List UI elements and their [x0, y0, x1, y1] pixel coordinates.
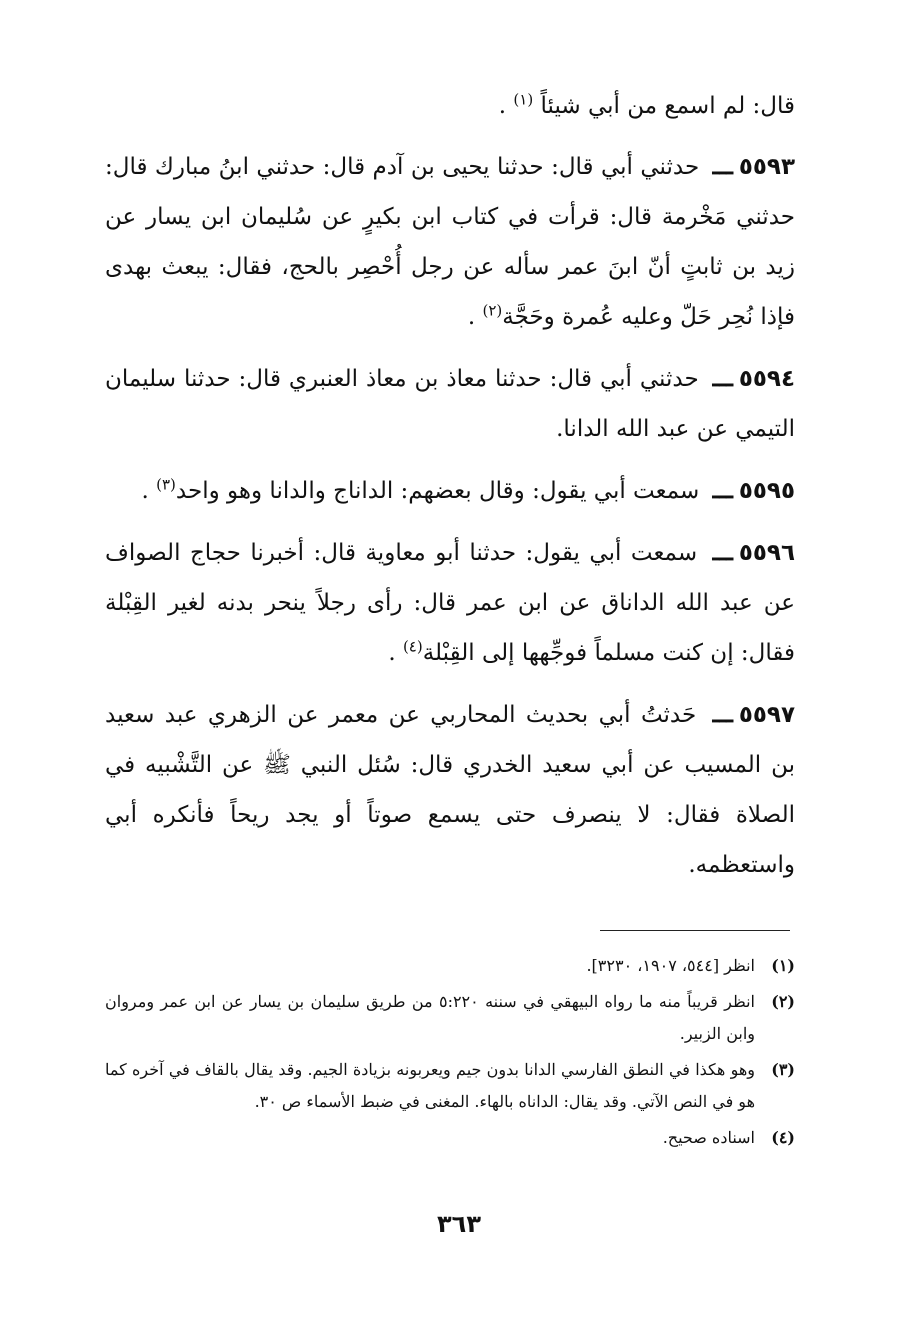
footnote-mark: (١)	[771, 956, 795, 975]
continuation-text: قال: لم اسمع من أبي شيئاً	[540, 93, 795, 119]
footnote-ref: (٢)	[482, 301, 503, 320]
footnote-mark: (٣)	[771, 1060, 795, 1079]
footnote	[105, 950, 795, 982]
footnote-separator	[600, 930, 790, 931]
footnote-ref: (٤)	[402, 637, 423, 656]
dash: ـــ	[712, 365, 733, 392]
footnote-mark: (٤)	[771, 1128, 795, 1147]
hadith-number: ٥٥٩٣	[738, 154, 795, 180]
continuation-line	[105, 80, 795, 132]
hadith-text: حَدثتُ أبي بحديث المحاربي عن معمر عن الزهري عبد سعيد بن المسيب عن أبي سعيد الخدري قال: سُئل النبي ﷺ عن التَّشْبيه في الصلاة فقال: لا ينصرف حتى يسمع صوتاً أو يجد ريحاً فأنكره أبي واستعظمه.	[105, 702, 795, 878]
hadith-number: ٥٥٩٧	[738, 702, 796, 728]
footnote	[105, 1054, 795, 1118]
footnote-text: وهو هكذا في النطق الفارسي الدانا بدون جيم ويعربونه بزيادة الجيم. وقد يقال بالقاف في آخره كما هو في النص الآتي. وقد يقال: الداناه بالهاء. المغنى في ضبط الأسماء ص ٣٠.	[105, 1060, 755, 1111]
hadith-number: ٥٥٩٥	[738, 478, 795, 504]
footnote-ref: (١)	[513, 90, 534, 109]
dash: ـــ	[712, 477, 733, 504]
hadith-number: ٥٥٩٤	[738, 366, 795, 392]
hadith-text: سمعت أبي يقول: وقال بعضهم: الداناج والدانا وهو واحد	[175, 478, 700, 504]
hadith-entry	[105, 466, 795, 516]
footnote-text: انظر قريباً منه ما رواه البيهقي في سننه ٥:٢٢٠ من طريق سليمان بن يسار عن ابن عمر ومروان وابن الزبير.	[105, 992, 756, 1043]
hadith-entry	[105, 354, 795, 454]
sentence-end: .	[141, 478, 149, 504]
footnote-mark: (٢)	[771, 992, 795, 1011]
sentence-end: .	[498, 93, 507, 119]
dash: ـــ	[712, 701, 733, 728]
hadith-entry	[105, 142, 795, 342]
footnotes	[105, 950, 795, 1158]
dash: ـــ	[712, 153, 733, 180]
hadith-number: ٥٥٩٦	[738, 540, 795, 566]
main-text	[105, 80, 795, 902]
page-number: ٣٦٣	[437, 1210, 481, 1238]
sentence-end: .	[467, 304, 476, 330]
footnote-text: انظر [٥٤٤، ١٩٠٧، ٣٢٣٠].	[586, 956, 755, 975]
sentence-end: .	[388, 640, 396, 666]
footnote	[105, 1122, 795, 1154]
hadith-entry	[105, 690, 795, 890]
dash: ـــ	[712, 539, 733, 566]
hadith-text: حدثني أبي قال: حدثنا يحيى بن آدم قال: حدثني ابنُ مبارك قال: حدثني مَخْرمة قال: قرأت في كتاب ابن بكيرٍ عن سُليمان ابن يسار عن زيد بن ثابتٍ أنّ ابنَ عمر سأله عن رجل أُحْصِر بالحج، فقال: يبعث بهدى فإذا نُحِر حَلّ وعليه عُمرة وحَجَّة	[105, 154, 795, 330]
hadith-entry	[105, 528, 795, 678]
footnote	[105, 986, 795, 1050]
footnote-text: اسناده صحيح.	[662, 1128, 755, 1147]
hadith-text: سمعت أبي يقول: حدثنا أبو معاوية قال: أخبرنا حجاج الصواف عن عبد الله الداناق عن ابن عمر قال: رأى رجلاً ينحر بدنه لغير القِبْلة فقال: إن كنت مسلماً فوجِّهها إلى القِبْلة	[105, 540, 795, 666]
footnote-ref: (٣)	[156, 475, 176, 494]
hadith-text: حدثني أبي قال: حدثنا معاذ بن معاذ العنبري قال: حدثنا سليمان التيمي عن عبد الله الدانا.	[105, 366, 795, 442]
